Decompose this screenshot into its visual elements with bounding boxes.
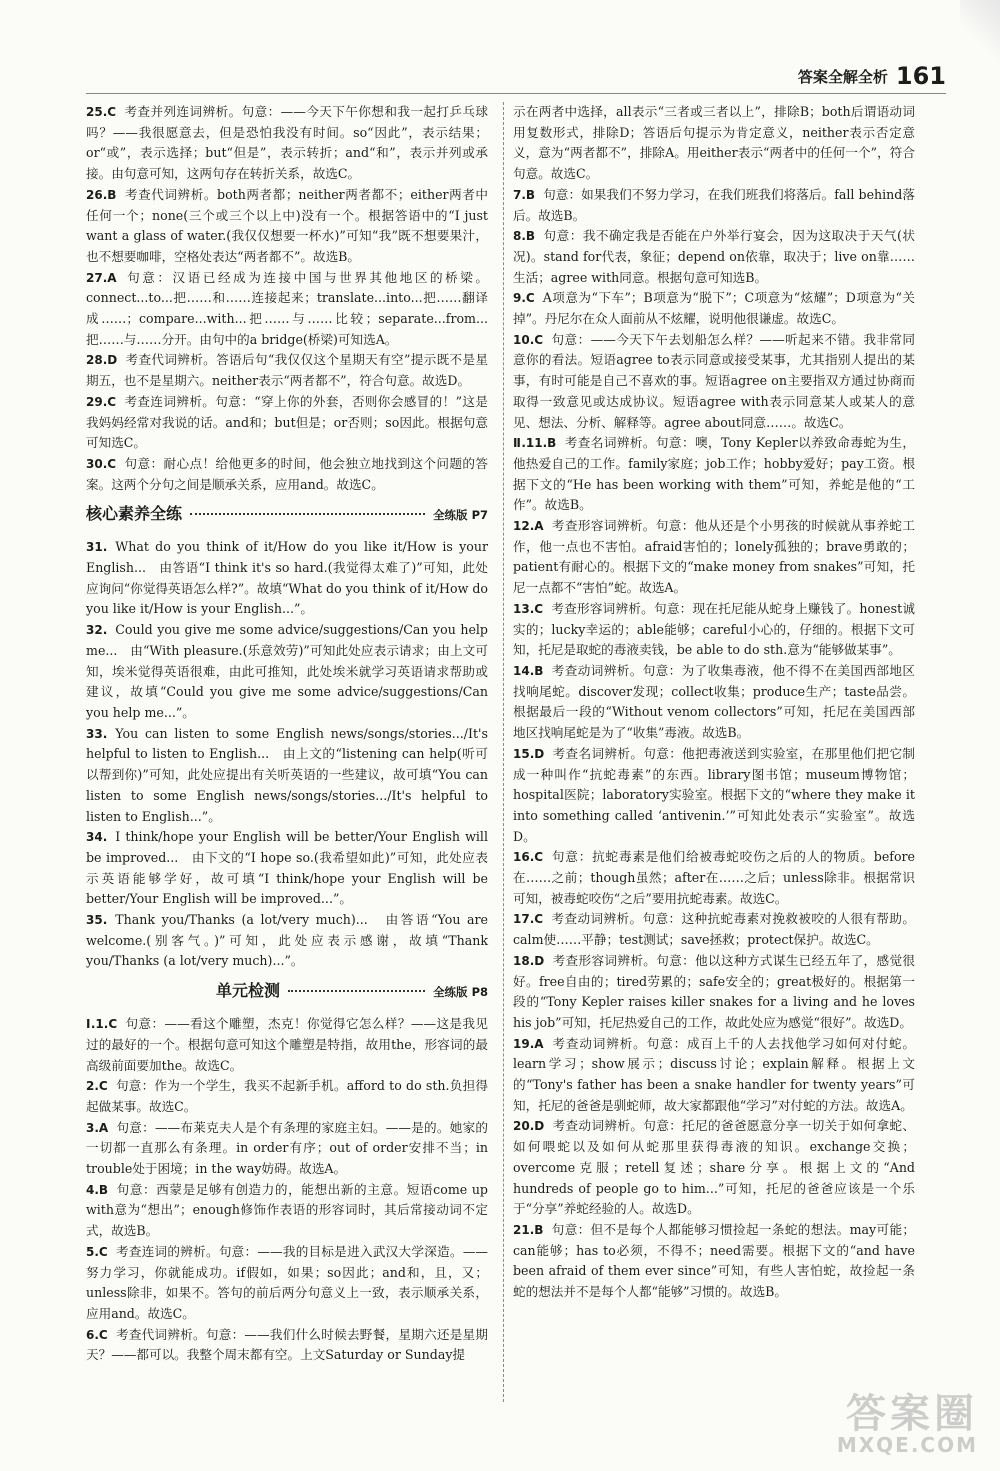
answer-number: 9.C — [513, 291, 535, 306]
answer-text: 考查代词辨析。both两者都；neither两者都不；either两者中任何一个；none(三个或三个以上中)没有一个。根据答语中的“I just want a glass of water.(我仅仅想要一杯水)”可知“我”既不想要果汁，也不想要咖啡，空格处表达“两者都不”。故选B。 — [86, 186, 488, 264]
answer-list-b — [86, 537, 488, 972]
watermark — [837, 1382, 978, 1457]
section-title: 核心素养全练 — [86, 504, 183, 524]
answer-number: 19.A — [513, 1036, 544, 1051]
answer-number: 27.A — [86, 270, 117, 285]
answer-number: 26.B — [86, 187, 117, 202]
answer-number: 29.C — [86, 394, 117, 409]
answer-item — [513, 1116, 915, 1220]
page-corner-fold — [960, 0, 1000, 70]
answer-item — [86, 1180, 488, 1242]
answer-item — [513, 1220, 915, 1303]
answer-text: Could you give me some advice/suggestions/Can you help me... 由“With pleasure.(乐意效劳)”可知此处应表示请求；由上文可知，埃米觉得英语很难，由此可推知，此处埃米就学习英语请求帮助或建议，故填“Could you give me some advice/suggestions/Can you help me...”。 — [86, 622, 488, 720]
answer-item — [513, 951, 915, 1034]
answer-text: 考查连词辨析。句意：“穿上你的外套，否则你会感冒的！”这是我妈妈经常对我说的话。and和；but但是；or否则；so因此。根据句意可知选C。 — [86, 393, 488, 451]
answer-text: 句意：抗蛇毒素是他们给被毒蛇咬伤之后的人的物质。before在……之前；though虽然；after在……之后；unless除非。根据常识可知，被毒蛇咬伤“之后”要用抗蛇毒素。故选C。 — [513, 849, 915, 906]
answer-item — [86, 185, 488, 268]
section-heading-core — [86, 504, 488, 530]
answer-item — [513, 744, 915, 848]
answer-number: 30.C — [86, 456, 117, 471]
answer-item — [86, 724, 488, 828]
answer-item — [513, 288, 915, 329]
answer-text: 考查动词辨析。句意：成百上千的人去找他学习如何对付蛇。learn学习；show展示；discuss讨论；explain解释。根据上文的“Tony's father has been a snake handler for twenty years”可知，托尼的爸爸是驯蛇师，故大家都跟他“学习”对付蛇的方法。故选A。 — [513, 1035, 915, 1113]
answer-number: 33. — [86, 726, 108, 741]
answer-number: 35. — [86, 913, 108, 928]
answer-item — [513, 909, 915, 950]
answer-list-a — [86, 102, 488, 495]
answer-text: 句意：西蒙是足够有创造力的，能想出新的主意。短语come up with意为“想出”；enough修饰作表语的形容词时，其后常接动词不定式，故选B。 — [86, 1181, 488, 1239]
answer-text: You can listen to some English news/songs/stories.../It's helpful to listen to English... 由上文的“listening can help(听可以帮到你)”可知，此处应提出有关听英语的一些建议，故可填“You can listen to some English news/songs/stories.../It's helpful to listen to English...”。 — [86, 725, 488, 824]
answer-text: 考查并列连词辨析。句意：——今天下午你想和我一起打乒乓球吗？——我很愿意去，但是恐怕我没有时间。so“因此”，表示结果；or“或”，表示选择；but“但是”，表示转折；and“和”，表示并列或承接。由句意可知，这两句存在转折关系，故选C。 — [86, 104, 488, 182]
answer-number: 17.C — [513, 912, 544, 927]
answer-item — [86, 1118, 488, 1180]
answer-number: 28.D — [86, 353, 118, 368]
answer-text: 句意：如果我们不努力学习，在我们班我们将落后。fall behind落后。故选B。 — [513, 186, 915, 223]
answer-number: 8.B — [513, 229, 536, 244]
answer-item — [86, 1242, 488, 1325]
answer-number: 5.C — [86, 1244, 108, 1259]
answer-text: 考查代词辨析。答语后句“我仅仅这个星期天有空”提示既不是星期五，也不是星期六。neither表示“两者都不”，符合句意。故选D。 — [86, 352, 488, 389]
answer-text: A项意为“下车”；B项意为“脱下”；C项意为“炫耀”；D项意为“关掉”。丹尼尔在众人面前从不炫耀，说明他很谦虚。故选C。 — [513, 290, 915, 327]
answer-item — [86, 268, 488, 351]
answer-item — [513, 847, 915, 909]
answer-text: What do you think of it/How do you like it/How is your English... 由答语“I think it's so hard.(我觉得太难了)”可知，此处应询问“你觉得英语怎么样?”。故填“What do you think of it/How do you like it/How is your English...”。 — [86, 539, 488, 617]
answer-item — [86, 1014, 488, 1076]
answer-text: 考查名词辨析。句意：噢，Tony Kepler以养致命毒蛇为生，他热爱自己的工作。family家庭；job工作；hobby爱好；pay工资。根据下文的“He has been working with them”可知，养蛇是他的“工作”。故选B。 — [513, 435, 915, 513]
answer-number: 32. — [86, 623, 108, 638]
answer-list-right — [513, 102, 915, 1303]
answer-number: 20.D — [513, 1119, 545, 1134]
header-title: 答案全解全析 — [797, 67, 888, 86]
section-ref: 全练版 P8 — [433, 985, 488, 1000]
section-heading-unit-test — [86, 981, 488, 1007]
watermark-line2: MXQE.COM — [836, 1433, 978, 1457]
answer-item — [86, 392, 488, 454]
answer-text: 考查动词辨析。句意：为了收集毒液，他不得不在美国西部地区找响尾蛇。discover发现；collect收集；produce生产；taste品尝。根据最后一段的“Without venom collectors”可知，托尼在美国西部地区找响尾蛇是为了“收集”毒液。故选B。 — [513, 662, 915, 741]
answer-number: 3.A — [86, 1120, 109, 1135]
answer-item — [86, 910, 488, 972]
answer-item — [513, 1034, 915, 1117]
answer-item — [513, 102, 915, 185]
answer-text: Thank you/Thanks (a lot/very much)... 由答语“You are welcome.(别客气。)”可知，此处应表示感谢，故填“Thank you/Thanks (a lot/very much)...”。 — [86, 912, 488, 969]
answer-number: 21.B — [513, 1222, 544, 1237]
right-column — [513, 102, 915, 1303]
answer-number: 12.A — [513, 519, 544, 534]
answer-text: 句意：——看这个雕塑，杰克！你觉得它怎么样？——这是我见过的最好的一个。根据句意可知这个雕塑是特指，故用the，形容词的最高级前面要加the。故选C。 — [86, 1016, 488, 1073]
answer-text: 考查动词辨析。句意：托尼的爸爸愿意分享一切关于如何拿蛇、如何喂蛇以及如何从蛇那里获得毒液的知识。exchange交换；overcome克服；retell复述；share分享。根据上文的“And hundreds of people go to him...”可知，托尼的爸爸应该是一个乐于“分享”养蛇经验的人。故选D。 — [513, 1118, 915, 1217]
answer-item — [86, 827, 488, 910]
answer-number: 4.B — [86, 1182, 109, 1197]
answer-text: 句意：——布莱克夫人是个有条理的家庭主妇。——是的。她家的一切都一直那么有条理。in order有序；out of order安排不当；in trouble处于困境；in the way妨碍。故选A。 — [86, 1119, 488, 1177]
answer-item — [86, 1325, 488, 1366]
answer-text: 考查形容词辨析。句意：他以这种方式谋生已经五年了，感觉很好。free自由的；tired劳累的；safe安全的；great极好的。根据第一段的“Tony Kepler raises killer snakes for a living and he loves his job”可知，托尼热爱自己的工作，故此处应为感觉“很好”。故选D。 — [513, 952, 915, 1030]
answer-number: 6.C — [86, 1327, 108, 1342]
answer-text: 考查形容词辨析。句意：现在托尼能从蛇身上赚钱了。honest诚实的；lucky幸运的；able能够；careful小心的，仔细的。根据下文可知，托尼是取蛇的毒液卖钱，be able to do sth.意为“能够做某事”。 — [513, 600, 915, 658]
answer-text: 句意：——今天下午去划船怎么样？——听起来不错。我非常同意你的看法。短语agree to表示同意或接受某事，尤其指别人提出的某事，有时可能是自己不喜欢的事。短语agree on主要指双方通过协商而取得一致意见或达成协议。短语agree with表示同意某人或某人的意见、想法、分析、解释等。agree about同意……。故选C。 — [513, 331, 915, 430]
section-title: 单元检测 — [216, 981, 281, 1001]
answer-text: 考查代词辨析。句意：——我们什么时候去野餐，星期六还是星期天？——都可以。我整个周末都有空。上文Saturday or Sunday提 — [86, 1326, 488, 1363]
answer-number: 16.C — [513, 850, 544, 865]
answer-item — [86, 537, 488, 620]
dotted-leader — [190, 513, 425, 515]
answer-item — [513, 599, 915, 661]
answer-item — [513, 330, 915, 434]
page-number: 161 — [895, 62, 946, 90]
answer-number: 31. — [86, 540, 108, 555]
answer-text: 考查连词的辨析。句意：——我的目标是进入武汉大学深造。——努力学习，你就能成功。if假如，如果；so因此；and和，且，又；unless除非，如果不。答句的前后两分句意义上一致，表示顺承关系，应用and。故选C。 — [86, 1243, 488, 1321]
answer-number: Ⅰ.1.C — [86, 1017, 118, 1032]
answer-number: 34. — [86, 830, 108, 845]
answer-text: 句意：汉语已经成为连接中国与世界其他地区的桥梁。connect...to...把……和……连接起来；translate...into...把……翻译成……；compare...with...把……与……比较；separate...from...把……与……分开。由句中的a bridge(桥梁)可知选A。 — [86, 269, 488, 347]
answer-number: Ⅱ.11.B — [513, 436, 557, 451]
header-rule — [86, 93, 946, 94]
answer-item — [86, 454, 488, 495]
answer-list-c — [86, 1014, 488, 1366]
answer-text: 句意：我不确定我是否能在户外举行宴会，因为这取决于天气(状况)。stand for代表，象征；depend on依靠，取决于；live on靠……生活；agree with同意。根据句意可知选B。 — [513, 228, 915, 285]
page-header — [798, 62, 946, 90]
answer-item — [513, 226, 915, 288]
answer-item — [86, 620, 488, 724]
watermark-line1: 答案圈 — [846, 1391, 978, 1437]
answer-text: 考查动词辨析。句意：这种抗蛇毒素对挽救被咬的人很有帮助。calm使……平静；test测试；save拯救；protect保护。故选C。 — [513, 911, 915, 948]
answer-text: 考查形容词辨析。句意：他从还是个小男孩的时候就从事养蛇工作，他一点也不害怕。afraid害怕的；lonely孤独的；brave勇敢的；patient有耐心的。根据下文的“make money from snakes”可知，托尼一点都不“害怕”蛇。故选A。 — [513, 518, 915, 596]
answer-number: 14.B — [513, 663, 544, 678]
answer-text: 考查名词辨析。句意：他把毒液送到实验室，在那里他们把它制成一种叫作“抗蛇毒素”的东西。library图书馆；museum博物馆；hospital医院；laboratory实验室。根据下文的“where they make it into something called ‘antivenin.’”可知此处表示“实验室”。故选D。 — [513, 745, 915, 844]
answer-number: 2.C — [86, 1079, 108, 1094]
answer-item — [86, 350, 488, 391]
answer-item — [513, 661, 915, 744]
column-divider — [503, 102, 504, 1402]
answer-text: 句意：耐心点！给他更多的时间，他会独立地找到这个问题的答案。这两个分句之间是顺承关系，应用and。故选C。 — [86, 455, 488, 492]
dotted-leader — [288, 990, 425, 992]
answer-text: 示在两者中选择，all表示“三者或三者以上”，排除B；both后谓语动词用复数形式，排除D；答语后句提示为肯定意义，neither表示否定意义，意为“两者都不”，排除A。用either表示“两者中的任何一个”，符合句意。故选C。 — [513, 104, 915, 182]
answer-item — [513, 185, 915, 226]
left-column — [86, 102, 488, 1366]
answer-number: 7.B — [513, 187, 536, 202]
answer-number: 18.D — [513, 953, 545, 968]
answer-item — [86, 102, 488, 185]
answer-text: I think/hope your English will be better/Your English will be improved... 由下文的“I hope so.(我希望如此)”可知，此处应表示英语能够学好，故可填“I think/hope your English will be better/Your English will be improved...”。 — [86, 829, 488, 907]
answer-number: 15.D — [513, 746, 545, 761]
answer-text: 句意：但不是每个人都能够习惯捡起一条蛇的想法。may可能；can能够；has to必须，不得不；need需要。根据下文的“and have been afraid of them ever since”可知，有些人害怕蛇，故捡起一条蛇的想法并不是每个人都“能够”习惯的。故选B。 — [513, 1221, 915, 1300]
answer-number: 25.C — [86, 105, 117, 119]
answer-item — [86, 1076, 488, 1117]
answer-number: 13.C — [513, 601, 544, 616]
answer-text: 句意：作为一个学生，我买不起新手机。afford to do sth.负担得起做某事。故选C。 — [86, 1078, 488, 1114]
section-ref: 全练版 P7 — [433, 508, 488, 523]
answer-number: 10.C — [513, 332, 544, 347]
answer-item — [513, 433, 915, 516]
answer-item — [513, 516, 915, 599]
